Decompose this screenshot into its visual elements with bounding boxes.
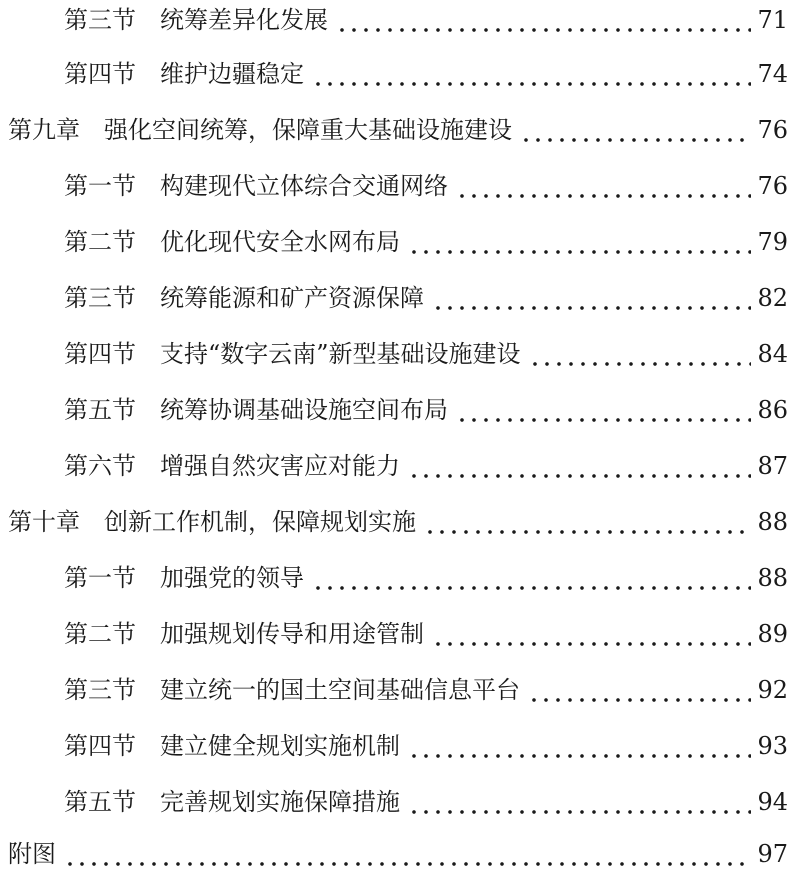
dot-leader bbox=[456, 398, 751, 422]
toc-entry-section[interactable] bbox=[64, 446, 788, 486]
dot-leader bbox=[64, 842, 751, 866]
toc-entry-page-number: 86 bbox=[757, 396, 788, 424]
toc-entry-title: 增强自然灾害应对能力 bbox=[160, 452, 400, 480]
toc-entry-label: 第十章 bbox=[8, 508, 80, 536]
toc-entry-page-number: 76 bbox=[757, 172, 788, 200]
toc-entry-label: 第四节 bbox=[64, 60, 136, 88]
dot-leader bbox=[336, 8, 751, 32]
dot-leader bbox=[408, 454, 751, 478]
toc-entry-section[interactable] bbox=[64, 726, 788, 766]
toc-entry-title: 维护边疆稳定 bbox=[160, 60, 304, 88]
toc-entry-page-number: 97 bbox=[757, 840, 788, 868]
toc-entry-title: 统筹差异化发展 bbox=[160, 6, 328, 34]
toc-entry-label: 第二节 bbox=[64, 620, 136, 648]
toc-entry-title: 强化空间统筹，保障重大基础设施建设 bbox=[104, 116, 512, 144]
toc-entry-title: 建立健全规划实施机制 bbox=[160, 732, 400, 760]
toc-entry-label: 第四节 bbox=[64, 340, 136, 368]
dot-leader bbox=[520, 118, 751, 142]
toc-entry-page-number: 93 bbox=[757, 732, 788, 760]
dot-leader bbox=[408, 790, 751, 814]
toc-entry-label: 第三节 bbox=[64, 676, 136, 704]
dot-leader bbox=[424, 510, 751, 534]
dot-leader bbox=[528, 678, 751, 702]
toc-entry-section[interactable] bbox=[64, 614, 788, 654]
toc-entry-page-number: 84 bbox=[757, 340, 788, 368]
toc-entry-page-number: 79 bbox=[757, 228, 788, 256]
toc-entry-title: 建立统一的国土空间基础信息平台 bbox=[160, 676, 520, 704]
dot-leader bbox=[432, 286, 751, 310]
toc-entry-page-number: 92 bbox=[757, 676, 788, 704]
toc-entry-section[interactable] bbox=[64, 390, 788, 430]
toc-entry-label: 第一节 bbox=[64, 564, 136, 592]
dot-leader bbox=[432, 622, 751, 646]
dot-leader bbox=[312, 62, 751, 86]
dot-leader bbox=[529, 342, 752, 366]
toc-entry-page-number: 82 bbox=[757, 284, 788, 312]
toc-entry-title: 创新工作机制，保障规划实施 bbox=[104, 508, 416, 536]
toc-entry-section[interactable] bbox=[64, 782, 788, 822]
toc-entry-page-number: 74 bbox=[757, 60, 788, 88]
toc-entry-label: 第二节 bbox=[64, 228, 136, 256]
toc-entry-label: 第三节 bbox=[64, 6, 136, 34]
toc-entry-section[interactable] bbox=[64, 670, 788, 710]
toc-entry-label: 附图 bbox=[8, 840, 56, 868]
dot-leader bbox=[312, 566, 751, 590]
toc-entry-page-number: 76 bbox=[757, 116, 788, 144]
toc-entry-label: 第四节 bbox=[64, 732, 136, 760]
toc-entry-page-number: 88 bbox=[757, 564, 788, 592]
toc-entry-section[interactable] bbox=[64, 54, 788, 94]
toc-entry-section[interactable] bbox=[64, 222, 788, 262]
toc-entry-label: 第五节 bbox=[64, 396, 136, 424]
toc-entry-label: 第九章 bbox=[8, 116, 80, 144]
toc-entry-label: 第三节 bbox=[64, 284, 136, 312]
toc-entry-appendix[interactable] bbox=[8, 834, 788, 874]
toc-entry-page-number: 94 bbox=[757, 788, 788, 816]
toc-entry-title: 加强党的领导 bbox=[160, 564, 304, 592]
toc-entry-title: 统筹协调基础设施空间布局 bbox=[160, 396, 448, 424]
toc-entry-title: 构建现代立体综合交通网络 bbox=[160, 172, 448, 200]
toc-entry-page-number: 88 bbox=[757, 508, 788, 536]
toc-entry-section[interactable] bbox=[64, 166, 788, 206]
toc-entry-section[interactable] bbox=[64, 278, 788, 318]
dot-leader bbox=[408, 734, 751, 758]
toc-entry-title: 支持“数字云南”新型基础设施建设 bbox=[160, 340, 521, 368]
toc-entry-chapter[interactable] bbox=[8, 110, 788, 150]
toc-entry-title: 加强规划传导和用途管制 bbox=[160, 620, 424, 648]
toc-entry-section[interactable] bbox=[64, 334, 788, 374]
toc-entry-page-number: 89 bbox=[757, 620, 788, 648]
toc-entry-title: 优化现代安全水网布局 bbox=[160, 228, 400, 256]
toc-entry-page-number: 71 bbox=[757, 6, 788, 34]
toc-entry-title: 统筹能源和矿产资源保障 bbox=[160, 284, 424, 312]
toc-entry-label: 第一节 bbox=[64, 172, 136, 200]
toc-entry-chapter[interactable] bbox=[8, 502, 788, 542]
dot-leader bbox=[456, 174, 751, 198]
toc-entry-page-number: 87 bbox=[757, 452, 788, 480]
toc-entry-section[interactable] bbox=[64, 558, 788, 598]
toc-entry-label: 第五节 bbox=[64, 788, 136, 816]
toc-entry-title: 完善规划实施保障措施 bbox=[160, 788, 400, 816]
dot-leader bbox=[408, 230, 751, 254]
toc-entry-label: 第六节 bbox=[64, 452, 136, 480]
toc-entry-section[interactable] bbox=[64, 0, 788, 40]
